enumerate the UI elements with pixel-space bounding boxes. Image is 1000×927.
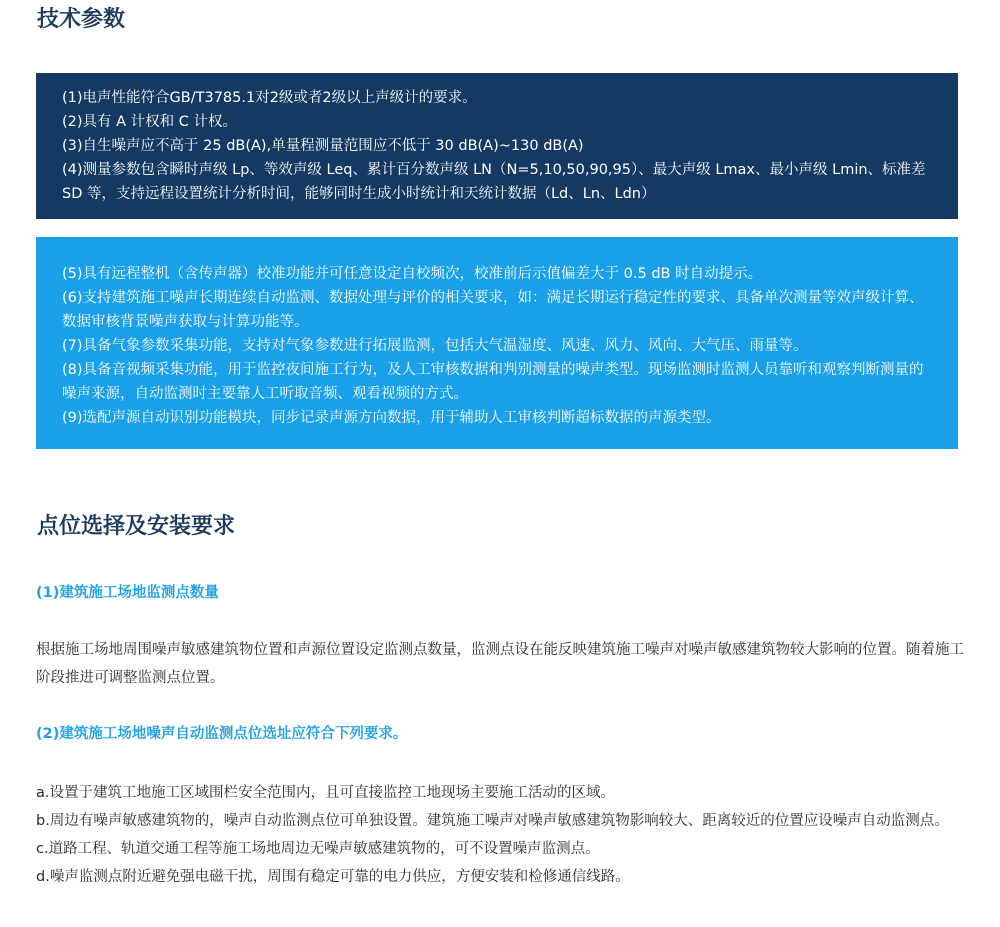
section-title-tech-params: 技术参数 [37,7,126,32]
param-item-2: (2)具有 A 计权和 C 计权。 [62,114,238,130]
tech-params-box-dark [36,73,958,219]
param-item-4: (4)测量参数包含瞬时声级 Lp、等效声级 Leq、累计百分数声级 LN（N=5,10,50,90,95）、最大声级 Lmax、最小声级 Lmin、标准差 SD 等，支持远程设置统计分析时间，能够同时生成小时统计和天统计数据（Ld、Ln、Ldn） [62,162,926,202]
param-item-9: (9)选配声源自动识别功能模块，同步记录声源方向数据，用于辅助人工审核判断超标数据的声源类型。 [62,410,721,426]
param-item-5: (5)具有远程整机（含传声器）校准功能并可任意设定自校频次，校准前后示值偏差大于 0.5 dB 时自动提示。 [62,266,763,282]
tech-params-box-light [36,237,958,449]
subsection-title-point-count: (1)建筑施工场地监测点数量 [36,585,219,601]
param-item-3: (3)自生噪声应不高于 25 dB(A),单量程测量范围应不低于 30 dB(A)~130 dB(A) [62,138,584,154]
param-item-1: (1)电声性能符合GB/T3785.1对2级或者2级以上声级计的要求。 [62,90,477,106]
param-item-7: (7)具备气象参数采集功能，支持对气象参数进行拓展监测，包括大气温湿度、风速、风力、风向、大气压、雨量等。 [62,338,808,354]
point-count-paragraph: 根据施工场地周围噪声敏感建筑物位置和声源位置设定监测点数量，监测点设在能反映建筑施工噪声对噪声敏感建筑物较大影响的位置。随着施工阶段推进可调整监测点位置。 [36,642,964,686]
subsection-title-site-requirements: (2)建筑施工场地噪声自动监测点位选址应符合下列要求。 [36,726,408,742]
param-item-8: (8)具备音视频采集功能，用于监控夜间施工行为，及人工审核数据和判别测量的噪声类型。现场监测时监测人员靠听和观察判断测量的噪声来源，自动监测时主要靠人工听取音频、观看视频的方式。 [62,362,924,402]
list-item-c: c.道路工程、轨道交通工程等施工场地周边无噪声敏感建筑物的，可不设置噪声监测点。 [36,841,600,857]
list-item-d: d.噪声监测点附近避免强电磁干扰，周围有稳定可靠的电力供应，方便安装和检修通信线路。 [36,869,630,885]
param-item-6: (6)支持建筑施工噪声长期连续自动监测、数据处理与评价的相关要求，如：满足长期运行稳定性的要求、具备单次测量等效声级计算、数据审核背景噪声获取与计算功能等。 [62,290,924,330]
section-title-site-selection: 点位选择及安装要求 [37,514,236,539]
list-item-b: b.周边有噪声敏感建筑物的，噪声自动监测点位可单独设置。建筑施工噪声对噪声敏感建筑物影响较大、距离较近的位置应设噪声自动监测点。 [36,813,949,829]
list-item-a: a.设置于建筑工地施工区域围栏安全范围内，且可直接监控工地现场主要施工活动的区域。 [36,785,615,801]
site-requirements-list [36,779,964,891]
